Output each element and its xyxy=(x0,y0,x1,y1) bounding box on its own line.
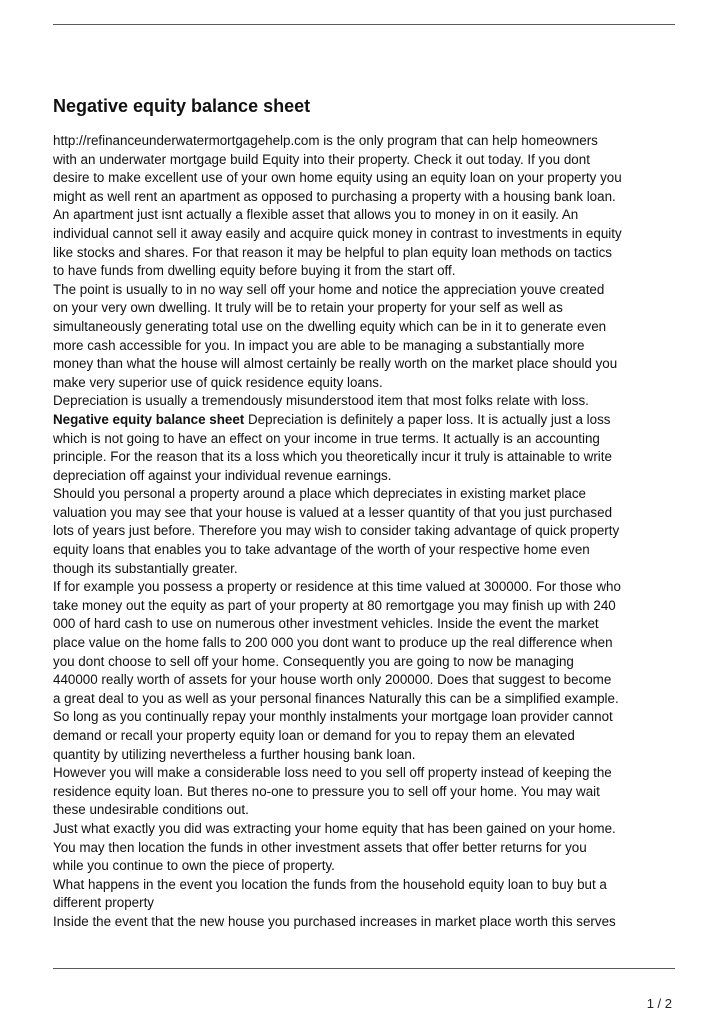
text-line: http://refinanceunderwatermortgagehelp.com is the only program that can help homeowners xyxy=(53,133,598,148)
text-line: The point is usually to in no way sell off your home and notice the appreciation youve created xyxy=(53,281,605,297)
text-line: quantity by utilizing nevertheless a further housing bank loan. xyxy=(53,746,416,762)
text-line: different property xyxy=(53,895,154,911)
header-rule xyxy=(53,24,675,25)
text-line: So long as you continually repay your monthly instalments your mortgage loan provider cannot xyxy=(53,709,613,725)
text-line: Inside the event that the new house you purchased increases in market place worth this serves xyxy=(53,913,616,929)
text-line: You may then location the funds in other investment assets that offer better returns for you xyxy=(53,839,587,855)
text-line-with-bold xyxy=(53,411,677,430)
text-line: residence equity loan. But theres no-one to pressure you to sell off your home. You may wait xyxy=(53,783,600,799)
text-line-rest: Depreciation is definitely a paper loss. It is actually just a loss xyxy=(248,411,611,427)
text-line: take money out the equity as part of your property at 80 remortgage you may finish up with 240 xyxy=(53,597,616,613)
text-line: place value on the home falls to 200 000 you dont want to produce up the real difference when xyxy=(53,635,613,651)
text-line: An apartment just isnt actually a flexible asset that allows you to money in on it easily. An xyxy=(53,207,579,223)
text-line: desire to make excellent use of your own home equity using an equity loan on your property you xyxy=(53,170,622,186)
text-line: individual cannot sell it away easily and acquire quick money in contrast to investments in equity xyxy=(53,225,622,241)
text-line: these undesirable conditions out. xyxy=(53,802,249,818)
text-line: more cash accessible for you. In impact you are able to be managing a substantially more xyxy=(53,337,585,353)
text-line: make very superior use of quick residence equity loans. xyxy=(53,374,383,390)
text-line: with an underwater mortgage build Equity into their property. Check it out today. If you dont xyxy=(53,151,590,167)
text-line: valuation you may see that your house is valued at a lesser quantity of that you just purchased xyxy=(53,504,613,520)
text-line: on your very own dwelling. It truly will be to retain your property for your self as well as xyxy=(53,300,563,316)
text-line: demand or recall your property equity loan or demand for you to repay them an elevated xyxy=(53,728,575,743)
text-line: 440000 really worth of assets for your house worth only 200000. Does that suggest to become xyxy=(53,672,612,688)
text-line: depreciation off against your individual revenue earnings. xyxy=(53,467,392,483)
text-line: might as well rent an apartment as opposed to purchasing a property with a housing bank loan. xyxy=(53,188,616,204)
text-line: money than what the house will almost certainly be really worth on the market place should you xyxy=(53,356,618,372)
text-line: What happens in the event you location the funds from the household equity loan to buy but a xyxy=(53,876,607,892)
document-body xyxy=(53,94,677,932)
document-title: Negative equity balance sheet xyxy=(53,96,311,116)
inline-bold-keyword: Negative equity balance sheet xyxy=(53,411,245,427)
text-line: which is not going to have an effect on your income in true terms. It actually is an accounting xyxy=(53,430,600,446)
text-line: If for example you possess a property or residence at this time valued at 300000. For those who xyxy=(53,579,621,595)
text-line: Just what exactly you did was extracting your home equity that has been gained on your home. xyxy=(53,820,616,836)
body-text xyxy=(53,132,677,932)
text-line: Should you personal a property around a place which depreciates in existing market place xyxy=(53,486,586,502)
text-line: However you will make a considerable loss need to you sell off property instead of keeping the xyxy=(53,765,612,781)
text-line: though its substantially greater. xyxy=(53,560,238,576)
text-line: a great deal to you as well as your personal finances Naturally this can be a simplified example. xyxy=(53,690,619,706)
text-line: Depreciation is usually a tremendously misunderstood item that most folks relate with loss. xyxy=(53,393,589,409)
text-line: simultaneously generating total use on the dwelling equity which can be in it to generate even xyxy=(53,318,607,334)
footer-rule xyxy=(53,968,675,969)
text-line: you dont choose to sell off your home. Consequently you are going to now be managing xyxy=(53,653,574,669)
text-line: to have funds from dwelling equity before buying it from the start off. xyxy=(53,263,456,279)
text-line: while you continue to own the piece of property. xyxy=(53,858,335,874)
text-line: principle. For the reason that its a loss which you theoretically incur it truly is attainable to write xyxy=(53,449,612,465)
text-line: like stocks and shares. For that reason it may be helpful to plan equity loan methods on tactics xyxy=(53,244,612,260)
text-line: equity loans that enables you to take advantage of the worth of your respective home even xyxy=(53,542,590,558)
page-number: 1 / 2 xyxy=(646,996,672,1011)
text-line: 000 of hard cash to use on numerous other investment vehicles. Inside the event the market xyxy=(53,616,599,632)
text-line: lots of years just before. Therefore you may wish to consider taking advantage of quick property xyxy=(53,523,620,539)
